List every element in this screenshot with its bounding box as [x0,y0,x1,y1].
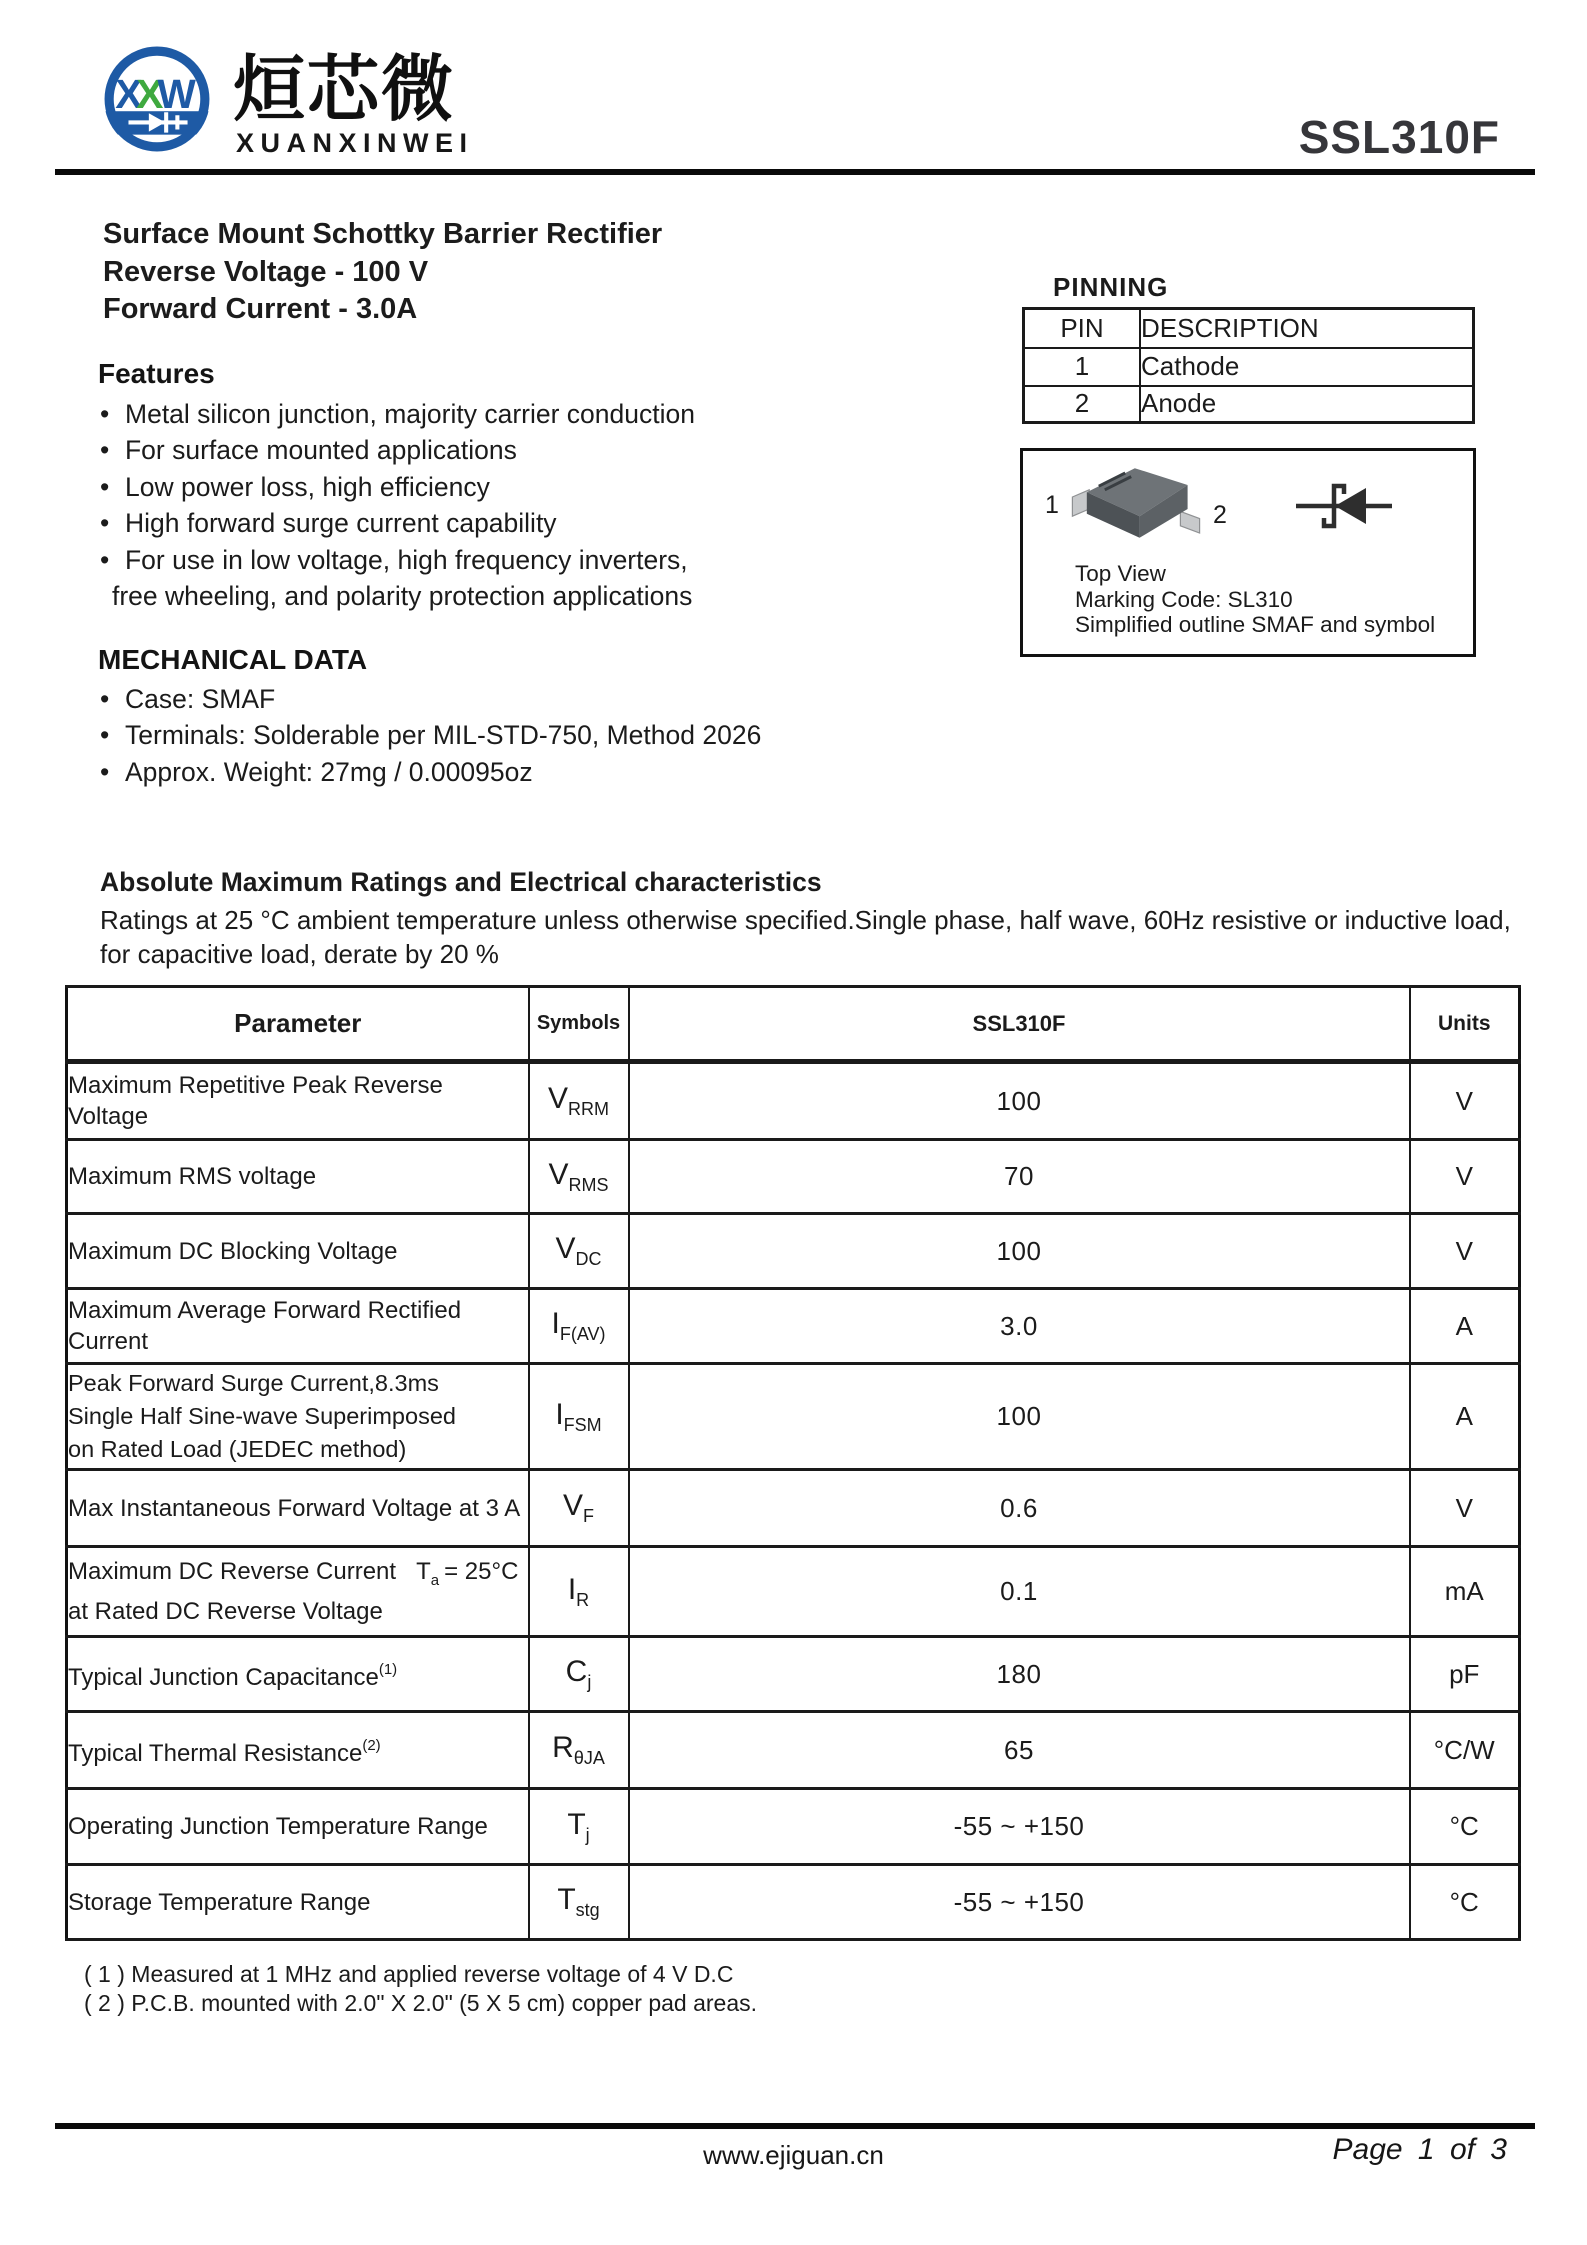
table-row [67,1865,1520,1940]
symbol-cell: $T_{stg}$ [529,1865,629,1940]
list-item: • Approx. Weight: 27mg / 0.00095oz [98,754,761,790]
summary-line: Forward Current - 3.0A [103,293,418,325]
ratings-intro [100,904,1511,971]
svg-text:XXW: XXW [115,71,190,118]
brand-name-chinese: 烜芯微 [233,50,456,130]
features-title: Features [98,358,215,389]
pinning-col-description: DESCRIPTION [1140,309,1474,348]
value-cell: 100 [629,1214,1410,1289]
mechanical-data-title: MECHANICAL DATA [98,644,368,675]
smaf-package-icon [1069,461,1203,545]
unit-cell: V [1410,1062,1520,1140]
pin-description: Anode [1140,386,1474,423]
parameter-cell: Maximum Repetitive Peak Reverse Voltage [67,1062,529,1140]
header-symbols: Symbols [529,987,629,1062]
footnote-ref: (2) [362,1736,381,1754]
brand-name-latin: XUANXINWEI [236,128,474,158]
symbol-cell: $I_{FSM}$ [529,1364,629,1470]
pin-number: 2 [1024,386,1141,423]
parameter-cell: Peak Forward Surge Current,8.3ms Single Half Sine-wave Superimposed on Rated Load (JEDEC method) [67,1364,529,1470]
parameter-cell: Operating Junction Temperature Range [67,1789,529,1865]
product-summary [103,216,662,329]
ratings-intro-line: for capacitive load, derate by 20 % [100,938,499,969]
package-captions [1075,561,1435,638]
value-cell: -55 ~ +150 [629,1789,1410,1865]
table-row [67,1789,1520,1865]
list-item: • Low power loss, high efficiency [98,469,695,505]
ratings-header-row [67,987,1520,1062]
table-row [67,1214,1520,1289]
features-list [98,396,695,614]
caption-top-view: Top View [1075,561,1166,586]
table-row [67,1062,1520,1140]
table-row [67,1637,1520,1712]
caption-marking-code: Marking Code: SL310 [1075,586,1293,612]
unit-cell: °C [1410,1865,1520,1940]
value-cell: 70 [629,1140,1410,1214]
schottky-diode-symbol-icon [1293,481,1395,531]
package-pin1-label: 1 [1045,491,1059,519]
caption-outline: Simplified outline SMAF and symbol [1075,612,1436,637]
value-cell: 3.0 [629,1289,1410,1364]
footnote-2: ( 2 ) P.C.B. mounted with 2.0" X 2.0" (5 X 5 cm) copper pad areas. [84,1990,758,2016]
pinning-header-row [1024,309,1474,348]
pinning-table [1022,307,1475,424]
parameter-cell: Maximum DC Blocking Voltage [67,1214,529,1289]
test-condition: $T_a = 25^\circ C$ [416,1558,519,1589]
footer-website: www.ejiguan.cn [703,2140,884,2170]
table-row [1024,386,1474,423]
header-part: SSL310F [629,987,1410,1062]
parameter-cell: Storage Temperature Range [67,1865,529,1940]
list-item: • Case: SMAF [98,681,761,717]
unit-cell: A [1410,1289,1520,1364]
unit-cell: A [1410,1364,1520,1470]
symbol-cell: $I_{F(AV)}$ [529,1289,629,1364]
package-pin2-label: 2 [1213,501,1227,529]
summary-line: Surface Mount Schottky Barrier Rectifier [103,218,663,250]
unit-cell: V [1410,1140,1520,1214]
parameter-cell: Maximum DC Reverse Current $T_a = 25^\circ C$ at Rated DC Reverse Voltage [67,1547,529,1637]
unit-cell: pF [1410,1637,1520,1712]
parameter-cell: Typical Thermal Resistance$^{(2)}$ [67,1712,529,1789]
symbol-cell: $R_{\theta JA}$ [529,1712,629,1789]
table-row [67,1140,1520,1214]
list-item: • Terminals: Solderable per MIL-STD-750, Method 2026 [98,717,761,753]
symbol-cell: $V_{RRM}$ [529,1062,629,1140]
value-cell: -55 ~ +150 [629,1865,1410,1940]
table-row [67,1470,1520,1547]
symbol-cell: $I_R$ [529,1547,629,1637]
symbol-cell: $V_{RMS}$ [529,1140,629,1214]
pin-number: 1 [1024,348,1141,386]
header-units: Units [1410,987,1520,1062]
value-cell: 65 [629,1712,1410,1789]
list-item: • For surface mounted applications [98,432,695,468]
list-item: • Metal silicon junction, majority carrier conduction [98,396,695,432]
table-row [67,1289,1520,1364]
table-row [1024,348,1474,386]
table-row [67,1364,1520,1470]
pin-description: Cathode [1140,348,1474,386]
table-row [67,1547,1520,1637]
table-row [67,1712,1520,1789]
footnote-ref: (1) [378,1660,398,1678]
value-cell: 0.1 [629,1547,1410,1637]
unit-cell: mA [1410,1547,1520,1637]
symbol-cell: $C_j$ [529,1637,629,1712]
unit-cell: °C/W [1410,1712,1520,1789]
part-number-title: SSL310F [1298,111,1500,163]
list-item: • High forward surge current capability [98,505,695,541]
unit-cell: °C [1410,1789,1520,1865]
pinning-title: PINNING [1053,272,1169,302]
parameter-cell: Max Instantaneous Forward Voltage at 3 A [67,1470,529,1547]
mechanical-data-list [98,681,761,790]
footer-page-number: Page 1 of 3 [1332,2133,1507,2166]
ratings-section-title: Absolute Maximum Ratings and Electrical characteristics [100,867,822,897]
value-cell: 0.6 [629,1470,1410,1547]
value-cell: 100 [629,1062,1410,1140]
list-item-continuation: free wheeling, and polarity protection applications [112,581,693,612]
header-parameter: Parameter [67,987,529,1062]
parameter-cell: Maximum RMS voltage [67,1140,529,1214]
footer-divider [55,2123,1535,2129]
pinning-col-pin: PIN [1024,309,1141,348]
symbol-cell: $V_{DC}$ [529,1214,629,1289]
symbol-cell: $T_j$ [529,1789,629,1865]
symbol-cell: $V_F$ [529,1470,629,1547]
footnote-1: ( 1 ) Measured at 1 MHz and applied reverse voltage of 4 V D.C [84,1961,734,1987]
header-divider [55,169,1535,175]
unit-cell: V [1410,1470,1520,1547]
company-logo-icon [102,44,212,154]
ratings-table [65,985,1521,1941]
list-item: • For use in low voltage, high frequency inverters, [98,542,695,578]
value-cell: 100 [629,1364,1410,1470]
parameter-cell: Maximum Average Forward Rectified Current [67,1289,529,1364]
parameter-cell: Typical Junction Capacitance$^{(1)}$ [67,1637,529,1712]
ratings-intro-line: Ratings at 25 °C ambient temperature unless otherwise specified.Single phase, half wave, 60Hz resistive or inductive load, [100,905,1511,935]
unit-cell: V [1410,1214,1520,1289]
footnotes [84,1960,757,2018]
value-cell: 180 [629,1637,1410,1712]
summary-line: Reverse Voltage - 100 V [103,255,429,288]
package-outline-box [1020,448,1476,657]
